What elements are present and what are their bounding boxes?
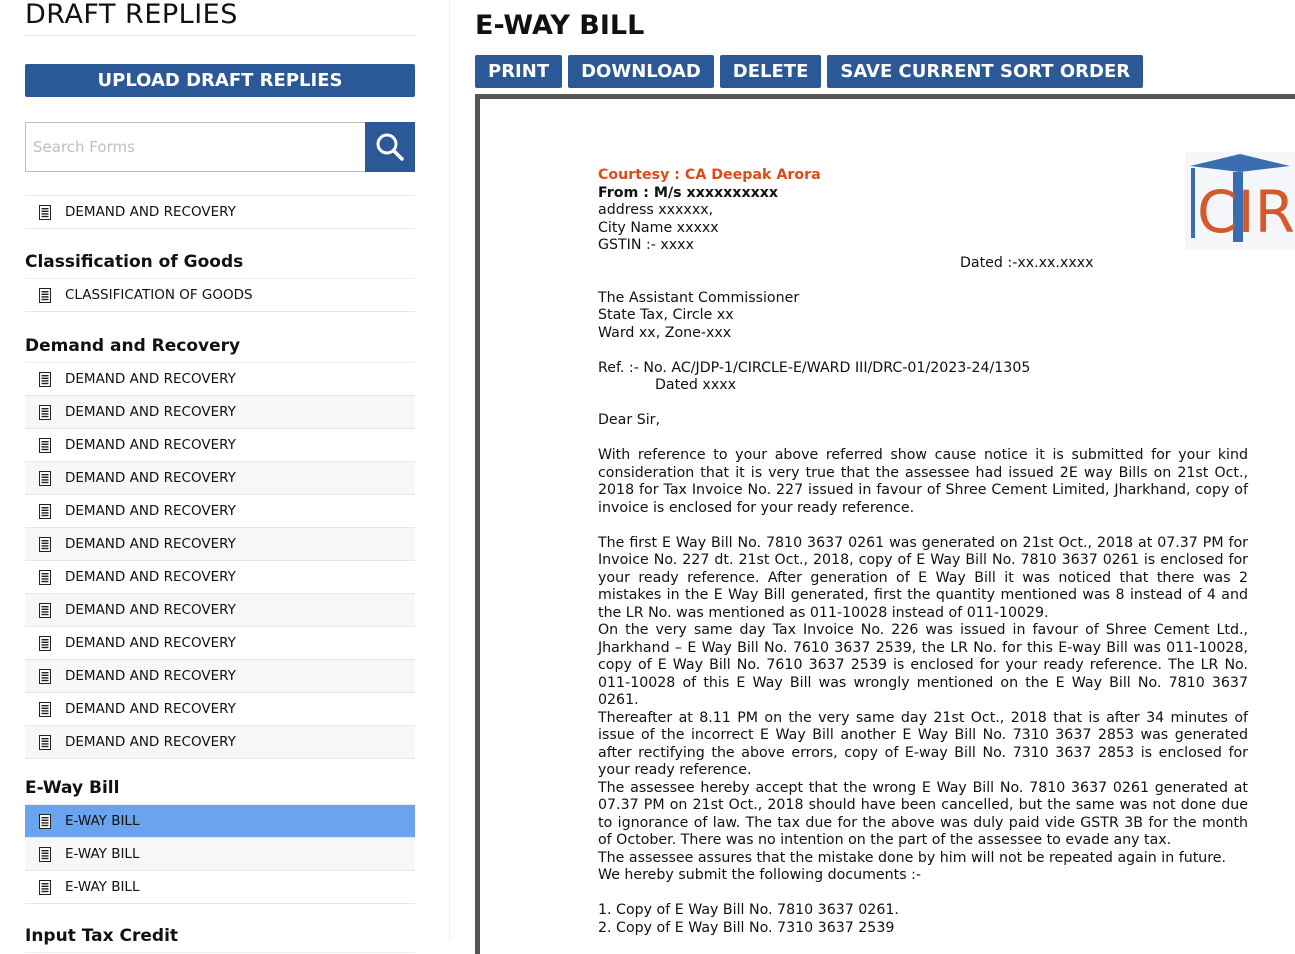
svg-text:CIR: CIR (1197, 178, 1295, 246)
list-item[interactable]: DEMAND AND RECOVERY (25, 627, 415, 660)
document-icon (25, 636, 65, 651)
letter-content (598, 167, 1248, 937)
list-item[interactable]: DEMAND AND RECOVERY (25, 196, 415, 229)
paragraph: The assessee hereby accept that the wrong E Way Bill No. 7810 3637 0261 generated at 07.37 PM on 21st Oct., 2018 should have been cancelled, but the same was not done due to ignorance of law. The tax due for the above was duly paid vide GSTR 3B for the month of October. There was no intention on the part of the assessee to evade any tax. (598, 779, 1248, 848)
list-item[interactable]: DEMAND AND RECOVERY (25, 660, 415, 693)
document-list-item: 1. Copy of E Way Bill No. 7810 3637 0261. (598, 902, 899, 918)
document-icon (25, 288, 65, 303)
save-sort-order-button[interactable]: SAVE CURRENT SORT ORDER (827, 55, 1143, 88)
group-title: Demand and Recovery (25, 330, 415, 363)
document-list-item: 2. Copy of E Way Bill No. 7310 3637 2539 (598, 919, 895, 936)
list-item[interactable]: E-WAY BILL (25, 871, 415, 904)
from-line: From : M/s xxxxxxxxxx (598, 184, 779, 201)
list-item[interactable]: DEMAND AND RECOVERY (25, 462, 415, 495)
group-title: E-Way Bill (25, 772, 415, 805)
list-item[interactable]: DEMAND AND RECOVERY (25, 528, 415, 561)
salutation: Dear Sir, (598, 412, 660, 428)
document-icon (25, 471, 65, 486)
list-item[interactable]: DEMAND AND RECOVERY (25, 693, 415, 726)
document-icon (25, 570, 65, 585)
document-icon (25, 438, 65, 453)
list-item[interactable]: E-WAY BILL (25, 838, 415, 871)
group-title: Classification of Goods (25, 246, 415, 279)
group-title: Input Tax Credit (25, 920, 415, 953)
paragraph: Thereafter at 8.11 PM on the very same day 21st Oct., 2018 that is after 34 minutes of issue of the incorrect E Way Bill another E Way Bill No. 7310 3637 2853 was generated after rectifying the above errors, copy of E-way Bill No. 7310 3637 2853 is enclosed for your ready reference. (598, 709, 1248, 778)
paragraph: On the very same day Tax Invoice No. 226 was issued in favour of Shree Cement Ltd., Jharkhand – E Way Bill No. 7610 3637 2539, the LR No. for this E-way Bill was 011-10028, copy of E Way Bill No. 7610 3637 2539 is enclosed for your ready reference. The LR No. 011-10028 of this E Way Bill was wrongly mentioned on the E Way Bill No. 7810 3637 0261. (598, 622, 1248, 708)
document-icon (25, 372, 65, 387)
paragraph: The first E Way Bill No. 7810 3637 0261 was generated on 21st Oct., 2018 at 07.37 PM for Invoice No. 227 dt. 21st Oct., 2018, copy of E Way Bill No. 7810 3637 0261 is enclosed for your ready reference. After generation of E Way Bill it was noticed that there was 2 mistakes in the E Way Bill generated, first the quantity mentioned was 8 instead of 4 and the LR No. was mentioned as 011-10028 instead of 011-10029. (598, 534, 1248, 621)
list-item[interactable]: DEMAND AND RECOVERY (25, 363, 415, 396)
paragraph: The assessee assures that the mistake done by him will not be repeated again in future. (598, 849, 1227, 866)
document-viewer[interactable] (475, 94, 1295, 954)
document-icon (25, 735, 65, 750)
print-button[interactable]: PRINT (475, 55, 562, 88)
search-input[interactable] (25, 122, 365, 172)
list-item[interactable]: DEMAND AND RECOVERY (25, 594, 415, 627)
list-item-active[interactable]: E-WAY BILL (25, 805, 415, 838)
sidebar-title: DRAFT REPLIES (25, 0, 415, 36)
document-icon (25, 504, 65, 519)
search-button[interactable] (365, 122, 415, 172)
document-icon (25, 847, 65, 862)
group-classification-of-goods (25, 246, 415, 312)
search-bar (25, 122, 415, 172)
document-icon (25, 205, 65, 220)
city-line: City Name xxxxx (598, 219, 719, 236)
recipient-line: Ward xx, Zone-xxx (598, 324, 732, 341)
group-demand-and-recovery (25, 330, 415, 759)
upload-draft-replies-button[interactable]: UPLOAD DRAFT REPLIES (25, 64, 415, 97)
paragraph: With reference to your above referred show cause notice it is submitted for your kind consideration that it is very true that the assessee had issued 2E way Bills on 21st Oct., 2018 for Tax Invoice No. 227 issued in favour of Shree Cement Limited, Jharkhand, copy of invoice is enclosed for your ready reference. (598, 447, 1248, 516)
document-icon (25, 669, 65, 684)
document-icon (25, 537, 65, 552)
group-e-way-bill (25, 772, 415, 904)
document-icon (25, 702, 65, 717)
recipient-line: The Assistant Commissioner (598, 289, 800, 306)
list-item[interactable]: DEMAND AND RECOVERY (25, 561, 415, 594)
list-item[interactable]: DEMAND AND RECOVERY (25, 726, 415, 759)
document-icon (25, 603, 65, 618)
sidebar (25, 0, 415, 946)
document-icon (25, 880, 65, 895)
divider (449, 0, 450, 940)
document-icon (25, 814, 65, 829)
list-item[interactable]: CLASSIFICATION OF GOODS (25, 279, 415, 312)
address-line: address xxxxxx, (598, 202, 714, 218)
form-list-top (25, 195, 415, 229)
courtesy-line: Courtesy : CA Deepak Arora (598, 167, 821, 183)
page-title: E-WAY BILL (475, 10, 645, 41)
list-item[interactable]: DEMAND AND RECOVERY (25, 429, 415, 462)
document-icon (25, 405, 65, 420)
download-button[interactable]: DOWNLOAD (568, 55, 714, 88)
list-item[interactable]: DEMAND AND RECOVERY (25, 396, 415, 429)
recipient-line: State Tax, Circle xx (598, 307, 734, 323)
dated-line: Dated :-xx.xx.xxxx (960, 254, 1094, 271)
paragraph: We hereby submit the following documents :- (598, 867, 922, 883)
toolbar (475, 55, 1143, 88)
reference-dated: Dated xxxx (655, 377, 737, 393)
list-item[interactable]: DEMAND AND RECOVERY (25, 495, 415, 528)
gstin-line: GSTIN :- xxxx (598, 237, 694, 253)
reference-line: Ref. :- No. AC/JDP-1/CIRCLE-E/WARD III/DRC-01/2023-24/1305 (598, 359, 1031, 376)
delete-button[interactable]: DELETE (720, 55, 822, 88)
search-icon (375, 132, 405, 162)
group-input-tax-credit (25, 920, 415, 953)
